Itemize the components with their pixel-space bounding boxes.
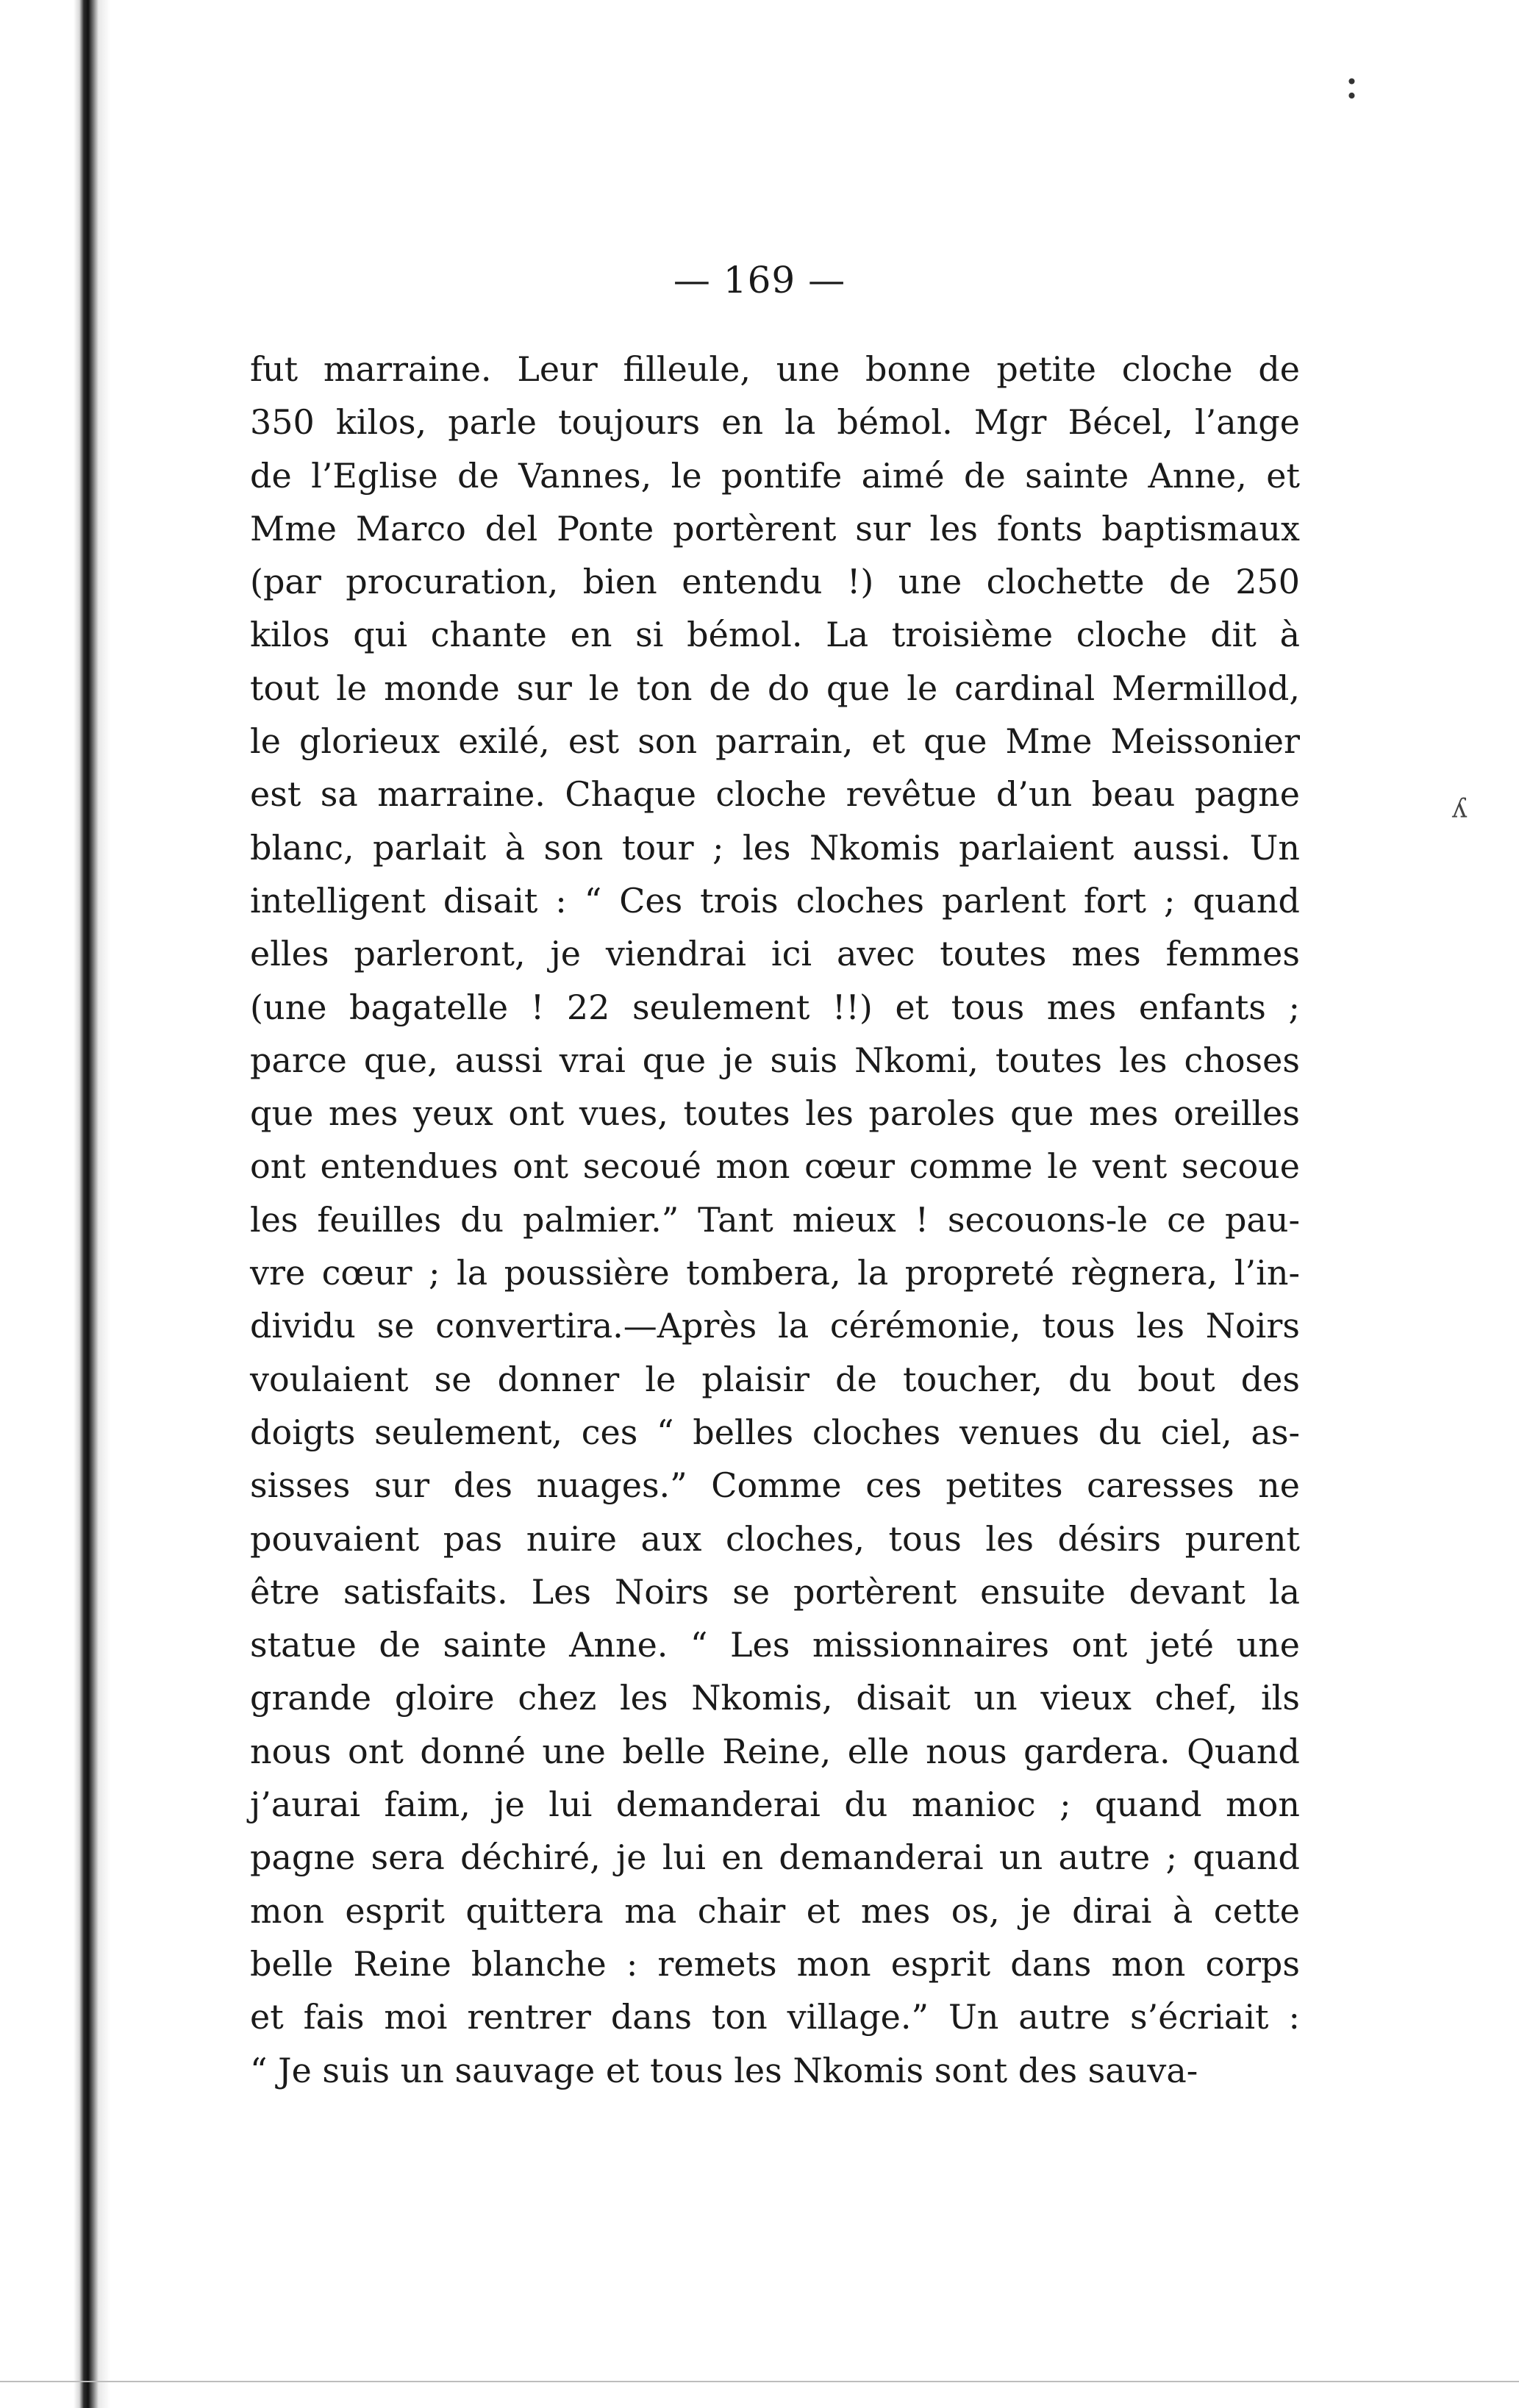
text-line: mon esprit quittera ma chair et mes os, je dirai à cette (250, 1890, 1300, 1931)
text-line: nous ont donné une belle Reine, elle nous gardera. Quand (250, 1731, 1300, 1771)
text-line: voulaient se donner le plaisir de toucher, du bout des (250, 1359, 1300, 1399)
text-line: sisses sur des nuages.” Comme ces petites caresses ne (250, 1465, 1300, 1506)
text-line: kilos qui chante en si bémol. La troisième cloche dit à (250, 615, 1300, 655)
text-line: que mes yeux ont vues, toutes les paroles que mes oreilles (250, 1093, 1300, 1134)
text-line: les feuilles du palmier.” Tant mieux ! secouons-le ce pau- (250, 1199, 1300, 1240)
text-line: intelligent disait : “ Ces trois cloches parlent fort ; quand (250, 880, 1300, 921)
page-number: — 169 — (673, 259, 846, 301)
text-line: de l’Eglise de Vannes, le pontife aimé de sainte Anne, et (250, 455, 1300, 496)
text-line: le glorieux exilé, est son parrain, et que Mme Meissonier (250, 721, 1300, 762)
text-line: ont entendues ont secoué mon cœur comme le vent secoue (250, 1146, 1300, 1187)
text-line: pouvaient pas nuire aux cloches, tous les désirs purent (250, 1518, 1300, 1559)
text-line: (une bagatelle ! 22 seulement !!) et tous mes enfants ; (250, 987, 1300, 1027)
text-line: et fais moi rentrer dans ton village.” Un autre s’écriait : (250, 1997, 1300, 2037)
text-line: parce que, aussi vrai que je suis Nkomi, toutes les choses (250, 1040, 1300, 1080)
stray-margin-mark: ʎ (1452, 794, 1468, 824)
text-line: tout le monde sur le ton de do que le cardinal Mermillod, (250, 668, 1300, 708)
text-line: vre cœur ; la poussière tombera, la propreté règnera, l’in- (250, 1253, 1300, 1293)
text-line: belle Reine blanche : remets mon esprit dans mon corps (250, 1943, 1300, 1984)
text-line: j’aurai faim, je lui demanderai du manioc ; quand mon (250, 1784, 1300, 1825)
text-line: blanc, parlait à son tour ; les Nkomis parlaient aussi. Un (250, 827, 1300, 868)
text-line: est sa marraine. Chaque cloche revêtue d’un beau pagne (250, 774, 1300, 815)
text-line: doigts seulement, ces “ belles cloches venues du ciel, as- (250, 1412, 1300, 1452)
stray-colon-mark: : (1344, 55, 1359, 109)
text-line: 350 kilos, parle toujours en la bémol. Mgr Bécel, l’ange (250, 402, 1300, 443)
text-line: pagne sera déchiré, je lui en demanderai un autre ; quand (250, 1837, 1300, 1878)
text-line: fut marraine. Leur filleule, une bonne petite cloche de (250, 349, 1300, 389)
text-line: statue de sainte Anne. “ Les missionnaires ont jeté une (250, 1625, 1300, 1665)
text-line: “ Je suis un sauvage et tous les Nkomis sont des sauva- (250, 2050, 1198, 2090)
scan-binding-edge (0, 0, 110, 2408)
text-line: elles parleront, je viendrai ici avec toutes mes femmes (250, 934, 1300, 974)
text-line: être satisfaits. Les Noirs se portèrent ensuite devant la (250, 1571, 1300, 1612)
body-text (250, 343, 1300, 2097)
text-line: (par procuration, bien entendu !) une clochette de 250 (250, 562, 1300, 602)
text-line: grande gloire chez les Nkomis, disait un vieux chef, ils (250, 1678, 1300, 1718)
text-line: dividu se convertira.—Après la cérémonie, tous les Noirs (250, 1306, 1300, 1346)
text-line: Mme Marco del Ponte portèrent sur les fonts baptismaux (250, 508, 1300, 549)
scan-bottom-edge (0, 2381, 1519, 2382)
